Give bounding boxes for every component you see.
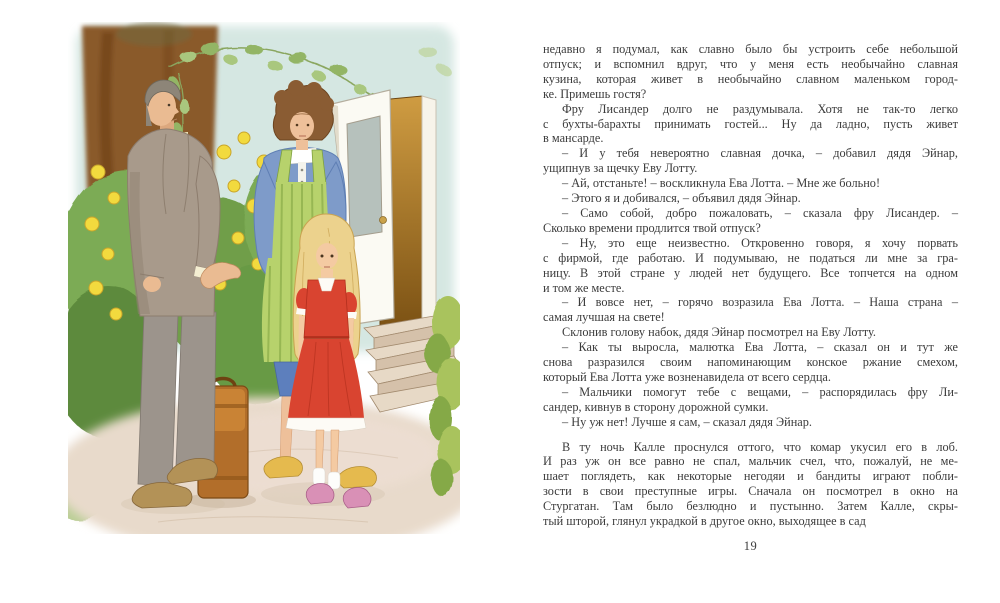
text-line: шает поглядеть, как некоторые негодяи и бандиты играют побли-	[543, 469, 958, 484]
story-illustration	[68, 22, 460, 534]
page-number: 19	[743, 539, 758, 553]
woman-button	[301, 169, 304, 172]
paragraph	[543, 146, 958, 176]
door-window	[347, 116, 382, 237]
girl-eye	[331, 255, 334, 258]
text-line: ке. Примешь гостя?	[543, 86, 647, 101]
text-line: отпуск; и вспомнил вдруг, что у меня есть необычайно славная	[543, 56, 958, 71]
text-line: недавно я подумал, как славно было бы устроить себе небольшой	[543, 42, 958, 56]
page-illustration	[68, 22, 460, 534]
man-eye	[168, 104, 171, 107]
text-line: самая лучшая на свете!	[543, 310, 665, 325]
paragraph	[543, 102, 958, 147]
text-line: – Как ты выросла, малютка Ева Лотта, – сказал он и тут же	[562, 340, 958, 355]
text-line: с бухты-барахты принимать гостей... Ну да ладно, пусть живет	[543, 116, 958, 131]
text-line: и том же месте.	[543, 280, 625, 295]
text-line: – Этого я и добивался, – объявил дядя Эйнар.	[562, 191, 801, 206]
paragraph	[543, 206, 958, 236]
text-line: Стургатан. Там было безлюдно и пустынно. Затем Калле, скры-	[543, 499, 958, 514]
paragraph	[543, 176, 958, 191]
text-line: кузина, которая живет в необычайно славном маленьком город-	[543, 71, 958, 86]
girl-face	[316, 243, 338, 269]
paragraph	[543, 340, 958, 385]
text-line: В ту ночь Калле проснулся оттого, что комар укусил его в лоб.	[562, 439, 958, 454]
text-line: который Ева Лотта уже возненавидела от всего сердца.	[543, 369, 831, 384]
woman-neck	[296, 140, 308, 150]
page-text	[543, 42, 958, 554]
text-line: – Ну, это еще неизвестно. Откровенно говоря, я хочу порвать	[562, 235, 958, 250]
text-column	[543, 42, 958, 529]
text-line: – Само собой, добро пожаловать, – сказала фру Лисандер. –	[562, 205, 958, 220]
girl-hem-trim	[286, 418, 366, 432]
paragraph	[543, 295, 958, 325]
text-line: И раз уж он все равно не спал, мальчик счел, что, пожалуй, не ме-	[543, 454, 958, 469]
text-line: Фру Лисандер долго не раздумывала. Хотя не так-то легко	[562, 101, 958, 116]
text-line: Склонив голову набок, дядя Эйнар посмотрел на Еву Лотту.	[562, 325, 876, 340]
woman-eye	[296, 124, 299, 127]
text-line: – И у тебя невероятно славная дочка, – добавил дядя Эйнар,	[562, 146, 958, 161]
woman-hair-curl	[288, 80, 304, 96]
door-knob	[380, 217, 387, 224]
girl-sash	[304, 336, 349, 339]
text-line: Сколько времени продлится твой отпуск?	[543, 220, 761, 235]
door-frame	[422, 96, 436, 322]
man-left-trouser	[138, 314, 178, 486]
text-line: – Ай, отстаньте! – воскликнула Ева Лотта. – Мне же больно!	[562, 176, 881, 191]
ground	[68, 397, 460, 534]
woman-hair-curl	[320, 97, 334, 111]
paragraph	[543, 191, 958, 206]
girl-right-shoe	[343, 488, 371, 509]
paragraph	[543, 440, 958, 529]
text-line: в мансарде.	[543, 131, 604, 146]
text-line: ницу. В этой стране у людей нет будущего. Все топчется на одном	[543, 265, 958, 280]
text-line: – Мальчики помогут тебе с вещами, – распорядилась фру Ли-	[562, 384, 958, 399]
text-line: – Ну уж нет! Лучше я сам, – сказал дядя Эйнар.	[562, 414, 812, 429]
man-right-trouser	[176, 312, 216, 466]
text-line: ущипнув за щечку Еву Лотту.	[543, 161, 698, 176]
text-line: зости в свои преступные игры. Сначала он посмотрел в окно на	[543, 484, 958, 499]
paragraph	[543, 42, 958, 102]
woman-hair-curl	[306, 82, 322, 98]
text-line: тый шторой, глянул украдкой в другое окно, выходящее в сад	[543, 514, 866, 529]
girl-left-shoe	[306, 484, 334, 505]
paragraph	[543, 385, 958, 415]
woman-hair-curl	[274, 90, 290, 106]
paragraph	[543, 415, 958, 430]
girl-left-sock	[313, 468, 325, 485]
girl-eye	[321, 255, 324, 258]
man-pocket-hand	[143, 276, 161, 292]
paragraph	[543, 236, 958, 296]
text-line: сандер, кивнув в сторону дорожной сумки.	[543, 399, 769, 414]
woman-eye	[307, 124, 310, 127]
text-line: снова разразился своим напоминающим конское ржание смехом,	[543, 355, 958, 370]
text-line: с фирмой, где работаю. И подумываю, не податься ли мне за гра-	[543, 250, 958, 265]
text-line: – И вовсе нет, – горячо возразила Ева Лотта. – Наша страна –	[562, 295, 958, 310]
paragraph	[543, 325, 958, 340]
